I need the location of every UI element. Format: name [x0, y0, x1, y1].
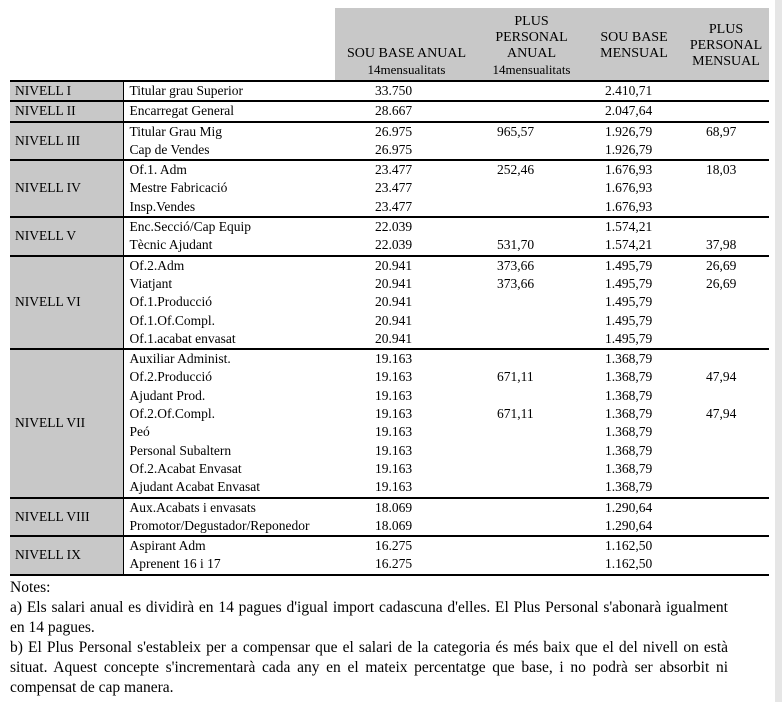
plus-personal-mensual-cell: 37,98: [706, 237, 737, 253]
category-cell: Peó: [129, 424, 150, 440]
plus-personal-anual-cell: 671,11: [497, 369, 534, 385]
level-cell: NIVELL II: [10, 101, 123, 121]
sou-base-mensual-cell: 1.495,79: [585, 256, 683, 275]
category-cell: Promotor/Degustador/Reponedor: [129, 517, 310, 533]
sou-base-anual-cell: 19.163: [335, 349, 478, 368]
sou-base-anual-cell: 16.275: [375, 556, 413, 572]
header-label: SOU BASE ANUAL: [346, 46, 466, 61]
sou-base-anual-cell: 22.039: [335, 217, 478, 236]
table-row: [10, 423, 769, 441]
plus-personal-mensual-cell: 26,69: [683, 256, 769, 275]
plus-personal-mensual-cell: [683, 141, 769, 160]
level-cell: NIVELL V: [10, 217, 123, 256]
sou-base-mensual-cell: 1.290,64: [585, 498, 683, 517]
table-row: [10, 81, 769, 101]
table-row: [10, 330, 769, 349]
plus-personal-anual-cell: [478, 555, 585, 574]
sou-base-mensual-cell: 2.410,71: [585, 81, 683, 101]
table-row: [10, 387, 769, 405]
level-cell: NIVELL VII: [10, 349, 123, 497]
plus-personal-mensual-cell: [683, 217, 769, 236]
plus-personal-anual-cell: [478, 442, 585, 460]
category-cell: Ajudant Prod.: [129, 387, 206, 403]
plus-personal-anual-cell: [478, 330, 585, 349]
category-cell: Ajudant Acabat Envasat: [129, 479, 260, 495]
table-row: [10, 179, 769, 197]
plus-personal-mensual-cell: [683, 536, 769, 555]
sou-base-anual-cell: 19.163: [375, 406, 413, 422]
table-row: [10, 312, 769, 330]
plus-personal-mensual-cell: [683, 442, 769, 460]
sou-base-mensual-cell: 1.368,79: [605, 479, 653, 495]
plus-personal-anual-cell: [478, 387, 585, 405]
plus-personal-anual-cell: 671,11: [497, 406, 534, 422]
plus-personal-mensual-cell: [683, 478, 769, 497]
category-cell: Titular Grau Mig: [123, 122, 335, 141]
plus-personal-mensual-cell: 47,94: [706, 369, 737, 385]
plus-personal-anual-cell: [478, 101, 585, 121]
sou-base-mensual-cell: 1.368,79: [605, 369, 653, 385]
plus-personal-mensual-cell: 26,69: [706, 275, 737, 291]
category-cell: Of.1.Of.Compl.: [129, 312, 215, 328]
sou-base-anual-cell: 22.039: [375, 237, 413, 253]
notes: [10, 578, 728, 698]
plus-personal-anual-cell: [478, 217, 585, 236]
table-row: [10, 405, 769, 423]
level-cell: NIVELL VI: [10, 256, 123, 349]
plus-personal-mensual-cell: [683, 517, 769, 536]
table-row: [10, 122, 769, 141]
table-row: [10, 555, 769, 574]
sou-base-mensual-cell: 1.495,79: [605, 275, 653, 291]
note-b: b) El Plus Personal s'estableix per a compensar que el salari de la categoria és més baix que el del nivell on està situat. Aquest concepte s'incrementarà cada any en el mateix percentatge que base, i no podrà ser absorbit ni compensat de cap manera.: [10, 639, 728, 696]
sou-base-anual-cell: 26.975: [335, 122, 478, 141]
plus-personal-mensual-cell: [683, 498, 769, 517]
category-cell: Aux.Acabats i envasats: [123, 498, 335, 517]
sou-base-mensual-cell: 1.495,79: [605, 312, 653, 328]
plus-personal-mensual-cell: [683, 293, 769, 311]
table-row: [10, 256, 769, 275]
header-plus-personal-mensual: [683, 8, 769, 81]
sou-base-anual-cell: 19.163: [375, 424, 413, 440]
table-row: [10, 141, 769, 160]
category-cell: Insp.Vendes: [129, 198, 196, 214]
sou-base-mensual-cell: 1.368,79: [605, 424, 653, 440]
table-row: [10, 368, 769, 386]
level-cell: NIVELL IV: [10, 160, 123, 217]
header-sou-base-anual: [335, 8, 478, 81]
plus-personal-mensual-cell: [683, 330, 769, 349]
level-cell: NIVELL IX: [10, 536, 123, 575]
table-row: [10, 442, 769, 460]
category-cell: Enc.Secció/Cap Equip: [123, 217, 335, 236]
plus-personal-anual-cell: 965,57: [478, 122, 585, 141]
level-cell: NIVELL I: [10, 81, 123, 101]
plus-personal-mensual-cell: [683, 101, 769, 121]
sou-base-anual-cell: 23.477: [375, 198, 413, 214]
category-cell: Of.2.Of.Compl.: [129, 406, 215, 422]
plus-personal-anual-cell: [478, 312, 585, 330]
sou-base-anual-cell: 19.163: [375, 387, 413, 403]
category-cell: Of.1.Producció: [129, 294, 212, 310]
header-blank-category: [123, 8, 335, 81]
sou-base-mensual-cell: 1.574,21: [605, 237, 653, 253]
plus-personal-anual-cell: [478, 293, 585, 311]
category-cell: Tècnic Ajudant: [129, 237, 213, 253]
table-row: [10, 517, 769, 536]
sou-base-mensual-cell: 1.926,79: [605, 141, 653, 157]
plus-personal-mensual-cell: 18,03: [683, 160, 769, 179]
header-label: SOU BASE MENSUAL: [600, 30, 668, 61]
plus-personal-mensual-cell: [683, 81, 769, 101]
plus-personal-anual-cell: [478, 478, 585, 497]
category-cell: Personal Subaltern: [129, 442, 232, 458]
category-cell: Of.2.Producció: [129, 369, 212, 385]
category-cell: Of.2.Acabat Envasat: [129, 460, 242, 476]
sou-base-anual-cell: 33.750: [335, 81, 478, 101]
table-row: [10, 478, 769, 497]
table-row: [10, 275, 769, 293]
plus-personal-anual-cell: 373,66: [497, 275, 535, 291]
header-row: [10, 8, 769, 81]
sou-base-anual-cell: 16.275: [335, 536, 478, 555]
table-row: [10, 160, 769, 179]
sou-base-anual-cell: 26.975: [375, 141, 413, 157]
sou-base-mensual-cell: 1.162,50: [585, 536, 683, 555]
sou-base-anual-cell: 28.667: [335, 101, 478, 121]
plus-personal-mensual-cell: [683, 179, 769, 197]
plus-personal-anual-cell: 373,66: [478, 256, 585, 275]
sou-base-mensual-cell: 2.047,64: [585, 101, 683, 121]
plus-personal-anual-cell: [478, 498, 585, 517]
sou-base-mensual-cell: 1.676,93: [585, 160, 683, 179]
header-label: PLUS PERSONAL MENSUAL: [689, 22, 763, 69]
header-plus-personal-anual: [478, 8, 585, 81]
table-body: [10, 81, 769, 575]
sou-base-anual-cell: 23.477: [335, 160, 478, 179]
notes-title: Notes:: [10, 579, 51, 596]
table-row: [10, 198, 769, 217]
plus-personal-anual-cell: [478, 349, 585, 368]
table-row: [10, 349, 769, 368]
sou-base-anual-cell: 19.163: [375, 479, 413, 495]
table-row: [10, 236, 769, 255]
header-label: PLUS PERSONAL ANUAL: [495, 14, 568, 61]
category-cell: Auxiliar Administ.: [123, 349, 335, 368]
sou-base-mensual-cell: 1.495,79: [605, 294, 653, 310]
table-row: [10, 217, 769, 236]
plus-personal-anual-cell: [478, 460, 585, 478]
sou-base-mensual-cell: 1.368,79: [605, 442, 653, 458]
sou-base-anual-cell: 20.941: [375, 294, 413, 310]
plus-personal-mensual-cell: 68,97: [683, 122, 769, 141]
sou-base-anual-cell: 23.477: [375, 180, 413, 196]
sou-base-anual-cell: 19.163: [375, 369, 413, 385]
scrollbar-strip: [775, 0, 782, 702]
table-row: [10, 536, 769, 555]
sou-base-mensual-cell: 1.676,93: [605, 198, 653, 214]
plus-personal-anual-cell: [478, 198, 585, 217]
category-cell: Aprenent 16 i 17: [129, 556, 221, 572]
header-sublabel: 14mensualitats: [367, 62, 446, 77]
table-row: [10, 101, 769, 121]
category-cell: Viatjant: [129, 275, 173, 291]
category-cell: Cap de Vendes: [129, 141, 210, 157]
sou-base-anual-cell: 19.163: [375, 442, 413, 458]
plus-personal-anual-cell: [478, 141, 585, 160]
plus-personal-mensual-cell: [683, 460, 769, 478]
plus-personal-anual-cell: [478, 179, 585, 197]
plus-personal-anual-cell: 252,46: [478, 160, 585, 179]
plus-personal-anual-cell: [478, 423, 585, 441]
plus-personal-mensual-cell: [683, 555, 769, 574]
table-row: [10, 498, 769, 517]
category-cell: Titular grau Superior: [123, 81, 335, 101]
category-cell: Of.1. Adm: [123, 160, 335, 179]
plus-personal-mensual-cell: [683, 423, 769, 441]
sou-base-anual-cell: 20.941: [375, 330, 413, 346]
category-cell: Mestre Fabricació: [129, 180, 228, 196]
sou-base-mensual-cell: 1.368,79: [605, 460, 653, 476]
note-a: a) Els salari anual es dividirà en 14 pagues d'igual import cadascuna d'elles. El Plus Personal s'abonarà igualment en 14 pagues.: [10, 599, 728, 636]
plus-personal-mensual-cell: [683, 387, 769, 405]
sou-base-mensual-cell: 1.368,79: [605, 387, 653, 403]
category-cell: Of.2.Adm: [123, 256, 335, 275]
plus-personal-mensual-cell: [683, 198, 769, 217]
salary-table: [10, 8, 769, 576]
plus-personal-anual-cell: [478, 536, 585, 555]
plus-personal-anual-cell: [478, 517, 585, 536]
table-row: [10, 460, 769, 478]
plus-personal-mensual-cell: 47,94: [706, 406, 737, 422]
sou-base-anual-cell: 20.941: [375, 275, 413, 291]
sou-base-anual-cell: 20.941: [375, 312, 413, 328]
sou-base-mensual-cell: 1.574,21: [585, 217, 683, 236]
sou-base-anual-cell: 18.069: [335, 498, 478, 517]
sou-base-mensual-cell: 1.162,50: [605, 556, 653, 572]
header-sou-base-mensual: [585, 8, 683, 81]
category-cell: Of.1.acabat envasat: [129, 330, 236, 346]
category-cell: Aspirant Adm: [123, 536, 335, 555]
header-sublabel: 14mensualitats: [492, 62, 571, 77]
sou-base-mensual-cell: 1.290,64: [605, 517, 653, 533]
sou-base-anual-cell: 18.069: [375, 517, 413, 533]
category-cell: Encarregat General: [123, 101, 335, 121]
plus-personal-mensual-cell: [683, 312, 769, 330]
plus-personal-anual-cell: [478, 81, 585, 101]
sou-base-anual-cell: 20.941: [335, 256, 478, 275]
plus-personal-anual-cell: 531,70: [497, 237, 535, 253]
sou-base-anual-cell: 19.163: [375, 460, 413, 476]
sou-base-mensual-cell: 1.676,93: [605, 180, 653, 196]
table-row: [10, 293, 769, 311]
level-cell: NIVELL III: [10, 122, 123, 161]
sou-base-mensual-cell: 1.368,79: [585, 349, 683, 368]
header-blank-level: [10, 8, 123, 81]
sou-base-mensual-cell: 1.368,79: [605, 406, 653, 422]
sou-base-mensual-cell: 1.495,79: [605, 330, 653, 346]
sou-base-mensual-cell: 1.926,79: [585, 122, 683, 141]
level-cell: NIVELL VIII: [10, 498, 123, 537]
plus-personal-mensual-cell: [683, 349, 769, 368]
